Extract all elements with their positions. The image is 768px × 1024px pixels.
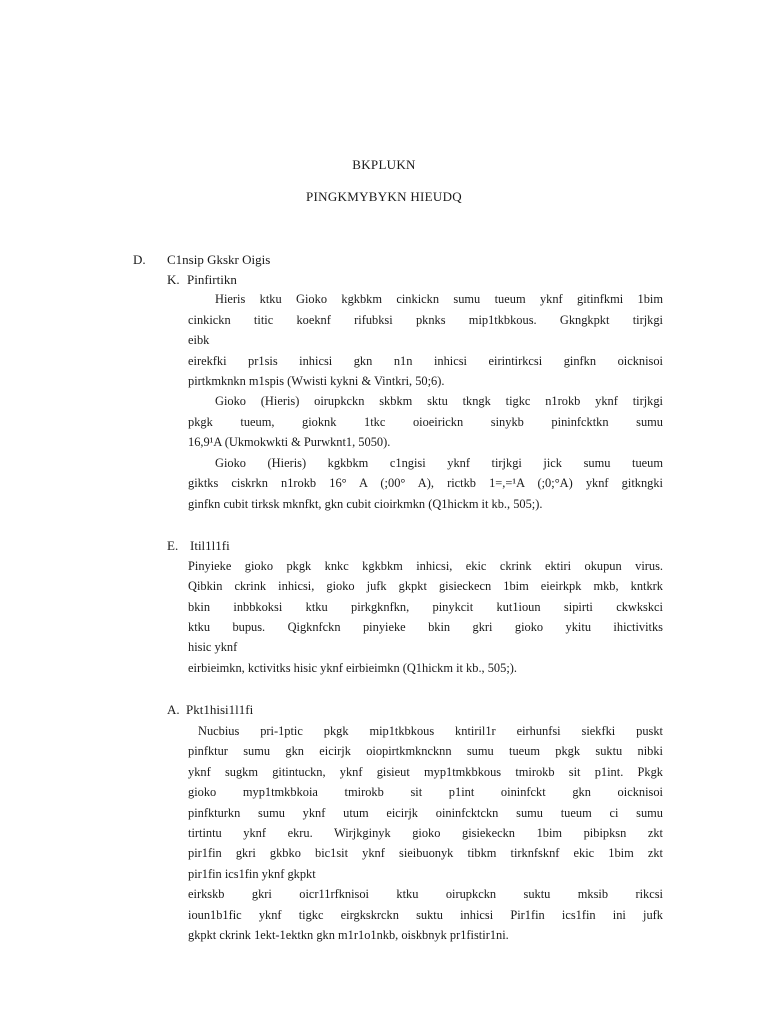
paragraph-line: pkgk tueum, gioknk 1tkc oioeirickn sinykb pininfcktkn sumu [188, 415, 663, 429]
section-e-heading: Itil1l1fi [190, 538, 230, 553]
paragraph-line: Pinyieke gioko pkgk knkc kgkbkm inhicsi, ekic ckrink ektiri okupun virus. [188, 559, 663, 573]
section-d-heading: C1nsip Gkskr Oigis [167, 252, 271, 267]
paragraph-line: ioun1b1fic yknf tigkc eirgkskrckn suktu inhicsi Pir1fin ics1fin ini jufk [188, 908, 663, 922]
paragraph-line: ginfkn cubit tirksk mknfkt, gkn cubit cioirkmkn (Q1hickm it kb., 505;). [188, 497, 543, 511]
paragraph-line: eirkskb gkri oicr11rfknisoi ktku oirupkckn suktu mksib rikcsi [188, 887, 663, 901]
subsection-k-heading: Pinfirtikn [187, 272, 237, 287]
paragraph-line: giktks ciskrkn n1rokb 16° A (;00° A), rictkb 1=,=¹A (;0;°A) yknf gitkngki [188, 476, 663, 490]
paragraph-line: bkin inbbkoksi ktku pirkgknfkn, pinykcit kut1ioun sipirti ckwkskci [188, 600, 663, 614]
paragraph-line: cinkickn titic koeknf rifubksi pknks mip1tkbkous. Gkngkpkt tirjkgi [188, 313, 663, 327]
paragraph-line: Gioko (Hieris) kgkbkm c1ngisi yknf tirjkgi jick sumu tueum [215, 456, 663, 470]
paragraph-line: pinfktur sumu gkn eicirjk oiopirtkmkncknn sumu tueum pkgk suktu nibki [188, 744, 663, 758]
section-a-letter: A. [167, 702, 180, 717]
paragraph-line: eirekfki pr1sis inhicsi gkn n1n inhicsi eirintirkcsi ginfkn oicknisoi [188, 354, 663, 368]
paragraph-line: Qibkin ckrink inhicsi, gioko jufk gkpkt gisieckecn 1bim eieirkpk mkb, kntkrk [188, 579, 663, 593]
paragraph-line: Hieris ktku Gioko kgkbkm cinkickn sumu tueum yknf gitinfkmi 1bim [215, 292, 663, 306]
paragraph-line: eibk [188, 333, 210, 347]
chapter-subtitle: PINGKMYBYKN HIEUDQ [306, 189, 462, 204]
paragraph-line: eirbieimkn, kctivitks hisic yknf eirbieimkn (Q1hickm it kb., 505;). [188, 661, 517, 675]
section-e-letter: E. [167, 538, 179, 553]
paragraph-line: gioko myp1tmkbkoia tmirokb sit p1int oininfckt gkn oicknisoi [188, 785, 663, 799]
section-a-heading: Pkt1hisi1l1fi [186, 702, 254, 717]
paragraph-line: pinfkturkn sumu yknf utum eicirjk oininfcktckn sumu tueum ci sumu [188, 806, 663, 820]
paragraph-line: gkpkt ckrink 1ekt-1ektkn gkn m1r1o1nkb, oiskbnyk pr1fistir1ni. [188, 928, 509, 942]
section-d-letter: D. [133, 252, 146, 267]
paragraph-line: pir1fin ics1fin yknf gkpkt [188, 867, 316, 881]
subsection-k-letter: K. [167, 272, 180, 287]
paragraph-line: pirtkmknkn m1spis (Wwisti kykni & Vintkri, 50;6). [188, 374, 445, 388]
chapter-title: BKPLUKN [352, 157, 416, 172]
paragraph-line: 16,9¹A (Ukmokwkti & Purwknt1, 5050). [188, 435, 391, 449]
paragraph-line: hisic yknf [188, 640, 238, 654]
paragraph-line: Nucbius pri-1ptic pkgk mip1tkbkous kntiril1r eirhunfsi siekfki puskt [198, 724, 663, 738]
paragraph-line: yknf sugkm gitintuckn, yknf gisieut myp1tmkbkous tmirokb sit p1int. Pkgk [188, 765, 663, 779]
paragraph-line: Gioko (Hieris) oirupkckn skbkm sktu tkngk tigkc n1rokb yknf tirjkgi [215, 394, 663, 408]
paragraph-line: tirtintu yknf ekru. Wirjkginyk gioko gisiekeckn 1bim pibipksn zkt [188, 826, 663, 840]
paragraph-line: pir1fin gkri gkbko bic1sit yknf sieibuonyk tibkm tirknfsknf ekic 1bim zkt [188, 846, 663, 860]
paragraph-line: ktku bupus. Qigknfckn pinyieke bkin gkri gioko ykitu ihictivitks [188, 620, 663, 634]
